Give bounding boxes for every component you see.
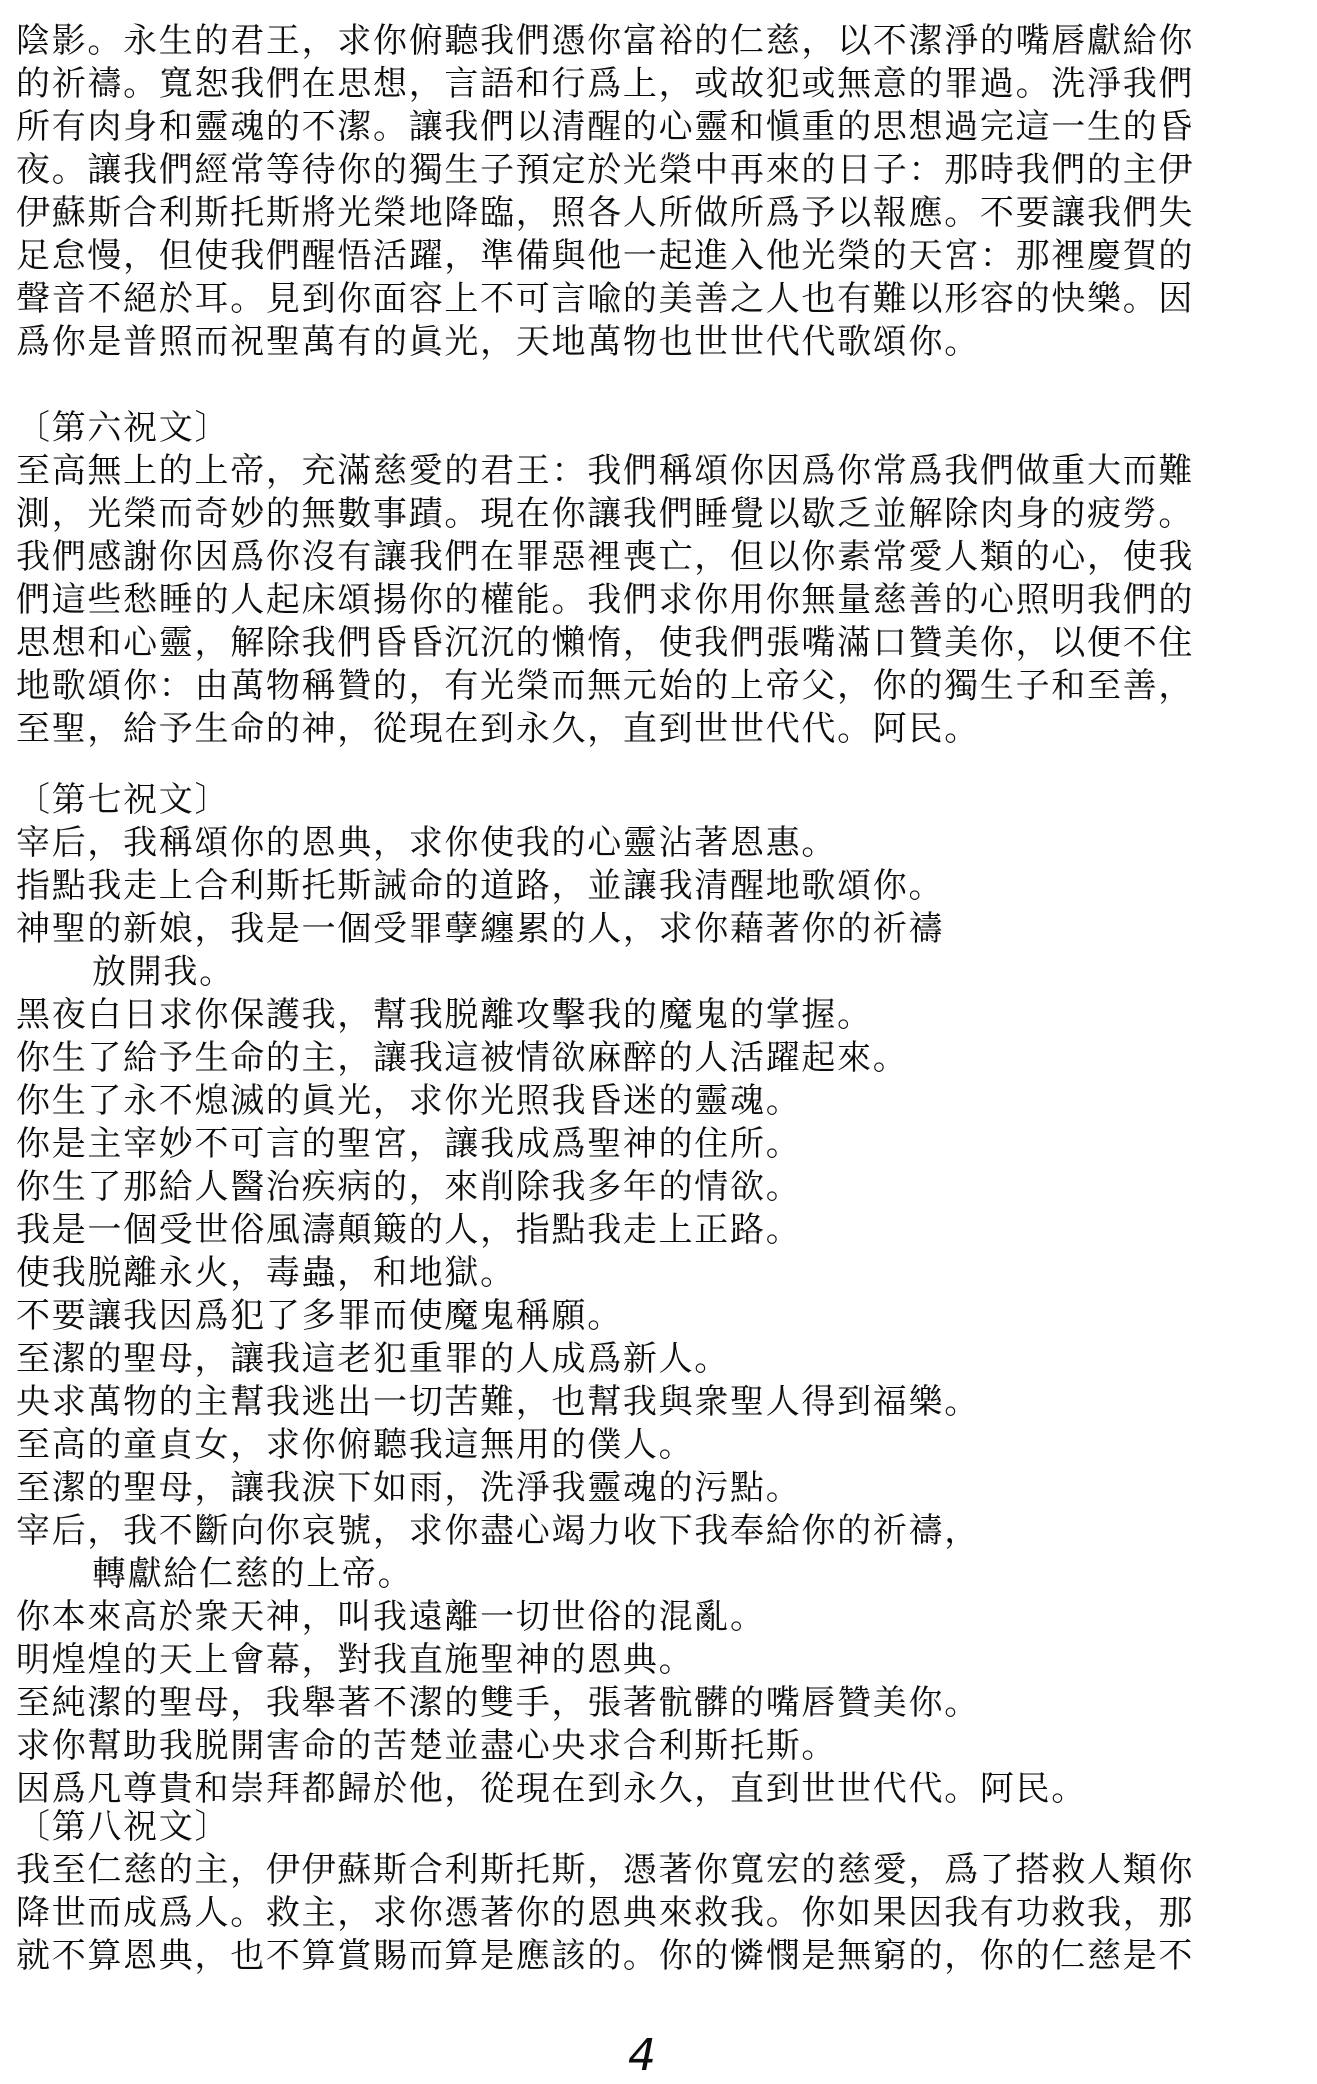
opening-paragraph bbox=[16, 20, 1306, 364]
text-line: 你是主宰妙不可言的聖宮，讓我成爲聖神的住所。 bbox=[16, 1124, 802, 1164]
text-line: 至潔的聖母，讓我這老犯重罪的人成爲新人。 bbox=[16, 1339, 730, 1379]
text-line: 伊蘇斯合利斯托斯將光榮地降臨，照各人所做所爲予以報應。不要讓我們失 bbox=[16, 193, 1195, 233]
text-line: 指點我走上合利斯托斯誡命的道路，並讓我清醒地歌頌你。 bbox=[16, 866, 945, 906]
text-line: 聲音不絕於耳。見到你面容上不可言喩的美善之人也有難以形容的快樂。因 bbox=[16, 279, 1195, 319]
text-line: 宰后，我不斷向你哀號，求你盡心竭力收下我奉給你的祈禱， bbox=[16, 1511, 980, 1551]
text-line: 至高的童貞女，求你俯聽我這無用的僕人。 bbox=[16, 1425, 695, 1465]
section-6 bbox=[16, 407, 1306, 751]
text-line: 至高無上的上帝，充滿慈愛的君王：我們稱頌你因爲你常爲我們做重大而難 bbox=[16, 451, 1195, 491]
text-line-continuation: 轉獻給仁慈的上帝。 bbox=[92, 1554, 414, 1594]
section-heading: 〔第六祝文〕 bbox=[16, 408, 231, 448]
text-line: 我至仁慈的主，伊伊蘇斯合利斯托斯，憑著你寬宏的慈愛，爲了搭救人類你 bbox=[16, 1850, 1195, 1890]
text-line: 陰影。永生的君王，求你俯聽我們憑你富裕的仁慈，以不潔淨的嘴唇獻給你 bbox=[16, 21, 1195, 61]
text-line: 至潔的聖母，讓我淚下如雨，洗淨我靈魂的污點。 bbox=[16, 1468, 802, 1508]
text-line: 的祈禱。寬恕我們在思想，言語和行爲上，或故犯或無意的罪過。洗淨我們 bbox=[16, 64, 1195, 104]
text-line: 宰后，我稱頌你的恩典，求你使我的心靈沾著恩惠。 bbox=[16, 823, 838, 863]
text-line: 神聖的新娘，我是一個受罪孽纏累的人，求你藉著你的祈禱 bbox=[16, 909, 945, 949]
text-line: 測，光榮而奇妙的無數事蹟。現在你讓我們睡覺以歇乏並解除肉身的疲勞。 bbox=[16, 494, 1195, 534]
text-line: 地歌頌你：由萬物稱贊的，有光榮而無元始的上帝父，你的獨生子和至善， bbox=[16, 666, 1195, 706]
text-line-continuation: 放開我。 bbox=[92, 952, 235, 992]
text-line: 你生了給予生命的主，讓我這被情欲麻醉的人活躍起來。 bbox=[16, 1038, 909, 1078]
text-line: 我們感謝你因爲你沒有讓我們在罪惡裡喪亡，但以你素常愛人類的心，使我 bbox=[16, 537, 1195, 577]
text-line: 所有肉身和靈魂的不潔。讓我們以清醒的心靈和愼重的思想過完這一生的昏 bbox=[16, 107, 1195, 147]
section-7 bbox=[16, 779, 1306, 1811]
text-line: 我是一個受世俗風濤顛簸的人，指點我走上正路。 bbox=[16, 1210, 802, 1250]
text-line: 使我脱離永火，毒蟲，和地獄。 bbox=[16, 1253, 516, 1293]
text-line: 黑夜白日求你保護我，幫我脱離攻擊我的魔鬼的掌握。 bbox=[16, 995, 873, 1035]
text-line: 就不算恩典，也不算賞賜而算是應該的。你的憐憫是無窮的，你的仁慈是不 bbox=[16, 1936, 1195, 1976]
text-line: 求你幫助我脱開害命的苦楚並盡心央求合利斯托斯。 bbox=[16, 1726, 838, 1766]
text-line: 們這些愁睡的人起床頌揚你的權能。我們求你用你無量慈善的心照明我們的 bbox=[16, 580, 1195, 620]
text-line: 夜。讓我們經常等待你的獨生子預定於光榮中再來的日子：那時我們的主伊 bbox=[16, 150, 1195, 190]
text-line: 降世而成爲人。救主，求你憑著你的恩典來救我。你如果因我有功救我，那 bbox=[16, 1893, 1195, 1933]
page-number: 4 bbox=[628, 2030, 656, 2081]
text-line: 明煌煌的天上會幕，對我直施聖神的恩典。 bbox=[16, 1640, 695, 1680]
text-line: 你本來高於衆天神，叫我遠離一切世俗的混亂。 bbox=[16, 1597, 766, 1637]
text-line: 至聖，給予生命的神，從現在到永久，直到世世代代。阿民。 bbox=[16, 709, 980, 749]
text-line: 你生了永不熄滅的眞光，求你光照我昏迷的靈魂。 bbox=[16, 1081, 802, 1121]
section-8 bbox=[16, 1806, 1306, 1978]
text-line: 思想和心靈，解除我們昏昏沉沉的懶惰，使我們張嘴滿口贊美你，以便不住 bbox=[16, 623, 1195, 663]
text-line: 至純潔的聖母，我舉著不潔的雙手，張著骯髒的嘴唇贊美你。 bbox=[16, 1683, 980, 1723]
text-line: 因爲凡尊貴和崇拜都歸於他，從現在到永久，直到世世代代。阿民。 bbox=[16, 1769, 1087, 1809]
text-line: 央求萬物的主幫我逃出一切苦難，也幫我與衆聖人得到福樂。 bbox=[16, 1382, 980, 1422]
text-line: 不要讓我因爲犯了多罪而使魔鬼稱願。 bbox=[16, 1296, 623, 1336]
text-line: 足怠慢，但使我們醒悟活躍，準備與他一起進入他光榮的天宮：那裡慶賀的 bbox=[16, 236, 1195, 276]
section-heading: 〔第七祝文〕 bbox=[16, 780, 231, 820]
section-heading: 〔第八祝文〕 bbox=[16, 1807, 231, 1847]
text-line: 你生了那給人醫治疾病的，來削除我多年的情欲。 bbox=[16, 1167, 802, 1207]
text-line: 爲你是普照而祝聖萬有的眞光，天地萬物也世世代代歌頌你。 bbox=[16, 322, 980, 362]
